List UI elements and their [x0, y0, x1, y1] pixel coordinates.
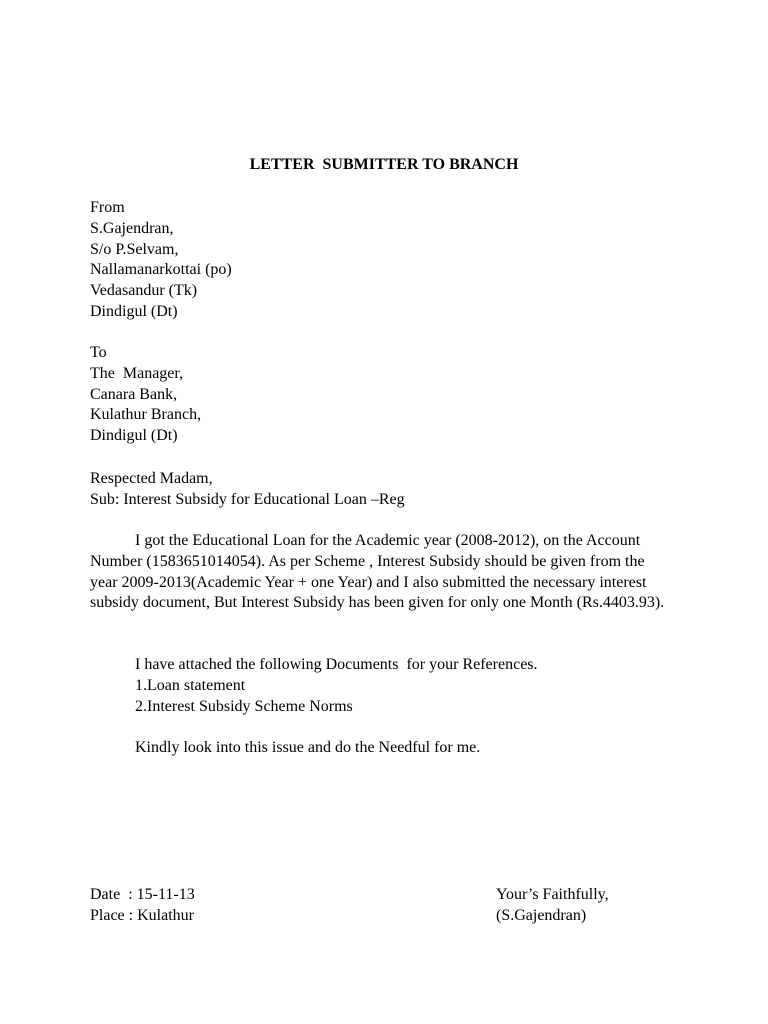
- closing-request: Kindly look into this issue and do the Needful for me.: [135, 739, 481, 756]
- recipient-bank: Canara Bank,: [90, 385, 178, 403]
- recipient-branch: Kulathur Branch,: [90, 406, 202, 424]
- letter-title: LETTER SUBMITTER TO BRANCH: [249, 156, 519, 173]
- date-line: Date : 15-11-13: [90, 886, 195, 903]
- sender-name: S.Gajendran,: [90, 219, 174, 237]
- recipient-title: The Manager,: [90, 364, 184, 382]
- documents-intro: I have attached the following Documents for your References.: [135, 656, 538, 673]
- sender-district: Dindigul (Dt): [90, 302, 178, 320]
- signature-name: (S.Gajendran): [496, 906, 587, 924]
- date-place-block: [90, 885, 195, 927]
- sender-taluk: Vedasandur (Tk): [90, 282, 198, 300]
- recipient-address-block: [90, 343, 201, 447]
- salutation-block: [90, 469, 405, 511]
- signoff-line: Your’s Faithfully,: [496, 886, 609, 903]
- signoff-block: [496, 885, 609, 927]
- body-paragraph: I got the Educational Loan for the Academic year (2008-2012), on the Account Number (1583651014054). As per Scheme , Interest Subsidy should be given from the year 2009-2013(Academic Year + one Year) and I also submitted the necessary interest subsidy document, But Interest Subsidy has been given for only one Month (Rs.4403.93).: [90, 532, 665, 612]
- sender-parent: S/o P.Selvam,: [90, 240, 179, 258]
- salutation: Respected Madam,: [90, 470, 213, 487]
- document-item: 1.Loan statement: [135, 676, 246, 694]
- place-line: Place : Kulathur: [90, 906, 194, 924]
- subject-line: Sub: Interest Subsidy for Educational Loan –Reg: [90, 490, 405, 508]
- to-heading: To: [90, 344, 107, 361]
- recipient-district: Dindigul (Dt): [90, 427, 178, 445]
- attached-documents-block: [135, 655, 538, 717]
- sender-address-block: [90, 198, 232, 323]
- from-heading: From: [90, 199, 125, 216]
- sender-post-office: Nallamanarkottai (po): [90, 261, 232, 279]
- document-item: 2.Interest Subsidy Scheme Norms: [135, 697, 353, 715]
